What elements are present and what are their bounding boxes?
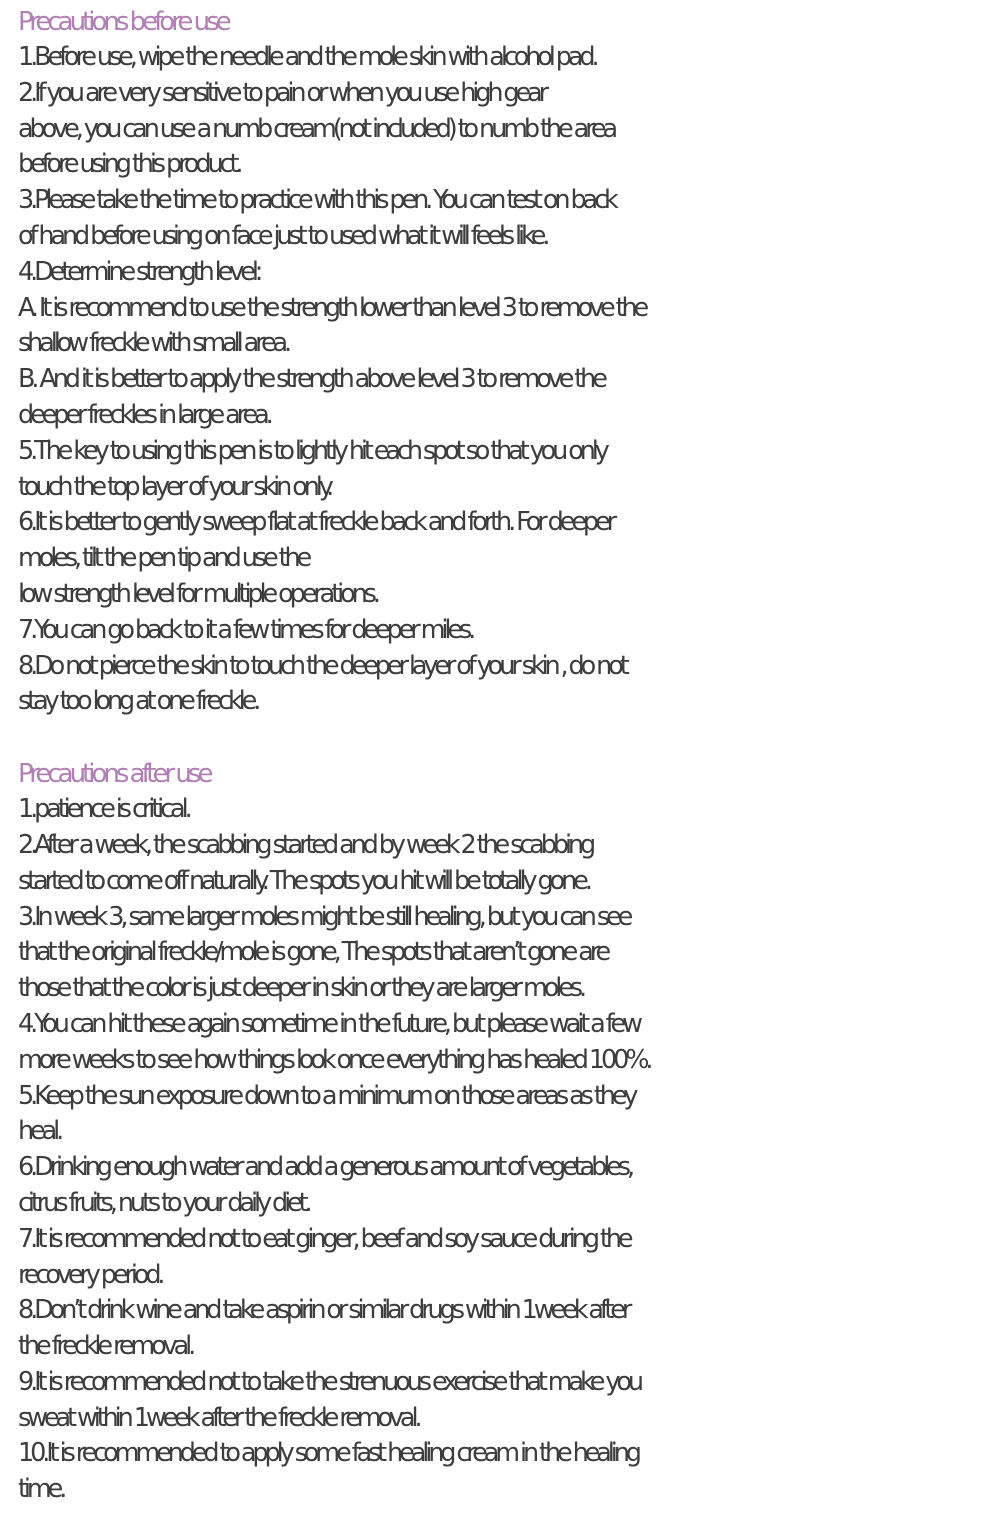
section-title-before-use: Precautions before use — [18, 7, 228, 37]
text-line: citrus fruits, nuts to your daily diet. — [18, 1187, 309, 1218]
text-line: 7.It is recommended not to eat ginger, beef and soy sauce during the — [18, 1223, 630, 1254]
text-line: heal. — [18, 1116, 61, 1147]
after-use-text — [18, 792, 1000, 1508]
text-line: recovery period. — [18, 1259, 162, 1290]
text-line: touch the top layer of your skin only. — [18, 471, 331, 502]
text-line: 8.Do not pierce the skin to touch the deeper layer of your skin , do not — [18, 650, 626, 681]
text-line: 10.It is recommended to apply some fast healing cream in the healing — [18, 1438, 638, 1469]
text-line: 9.It is recommended not to take the strenuous exercise that make you — [18, 1366, 640, 1397]
text-line: 6.It is better to gently sweep flat at freckle back and forth. For deeper — [18, 507, 613, 538]
text-line: the freckle removal. — [18, 1331, 193, 1362]
text-line: that the original freckle/mole is gone, The spots that aren’t gone are — [18, 937, 608, 968]
text-line: deeper freckles in large area. — [18, 399, 270, 430]
text-line: 1.patience is critical. — [18, 794, 189, 825]
text-line: those that the color is just deeper in skin or they are larger moles. — [18, 973, 583, 1004]
text-line: A. It is recommend to use the strength lower than level 3 to remove the — [18, 292, 646, 323]
text-line: 3.In week 3, same larger moles might be still healing, but you can see — [18, 901, 630, 932]
section-before-use — [18, 4, 1000, 720]
text-line: 6.Drinking enough water and add a generous amount of vegetables, — [18, 1152, 631, 1183]
text-line: moles, tilt the pen tip and use the — [18, 543, 309, 574]
text-line: 2.After a week, the scabbing started and by week 2 the scabbing — [18, 829, 593, 860]
text-line: 5.The key to using this pen is to lightly hit each spot so that you only — [18, 435, 606, 466]
text-line: more weeks to see how things look once everything has healed 100%. — [18, 1044, 650, 1075]
text-line: 4.You can hit these again sometime in the future, but please wait a few — [18, 1008, 639, 1039]
text-line: 7.You can go back to it a few times for deeper miles. — [18, 614, 473, 645]
text-line: 2.If you are very sensitive to pain or when you use high gear — [18, 77, 545, 108]
text-line: 5.Keep the sun exposure down to a minimum on those areas as they — [18, 1080, 635, 1111]
text-line: 1.Before use, wipe the needle and the mole skin with alcohol pad. — [18, 42, 596, 72]
text-line: time. — [18, 1474, 64, 1505]
text-line: of hand before using on face just to used what it will feels like. — [18, 220, 547, 251]
text-line: shallow freckle with small area. — [18, 328, 289, 359]
before-use-text — [18, 40, 1000, 720]
section-divider — [18, 720, 1000, 756]
text-line: 4.Determine strength level: — [18, 256, 260, 287]
section-after-use — [18, 756, 1000, 1508]
text-line: low strength level for multiple operations. — [18, 578, 377, 609]
text-line: above, you can use a numb cream(not included) to numb the area — [18, 113, 615, 144]
text-line: before using this product. — [18, 149, 240, 180]
text-line: 8.Don’t drink wine and take aspirin or similar drugs within 1week after — [18, 1295, 629, 1326]
text-line: stay too long at one freckle. — [18, 686, 258, 717]
text-line: B. And it is better to apply the strength above level 3 to remove the — [18, 364, 604, 395]
section-title-after-use: Precautions after use — [18, 759, 210, 790]
text-line: started to come off naturally. The spots you hit will be totally gone. — [18, 865, 589, 896]
text-line: 3.Please take the time to practice with this pen. You can test on back — [18, 185, 615, 216]
text-line: sweat within 1week after the freckle removal. — [18, 1402, 419, 1433]
